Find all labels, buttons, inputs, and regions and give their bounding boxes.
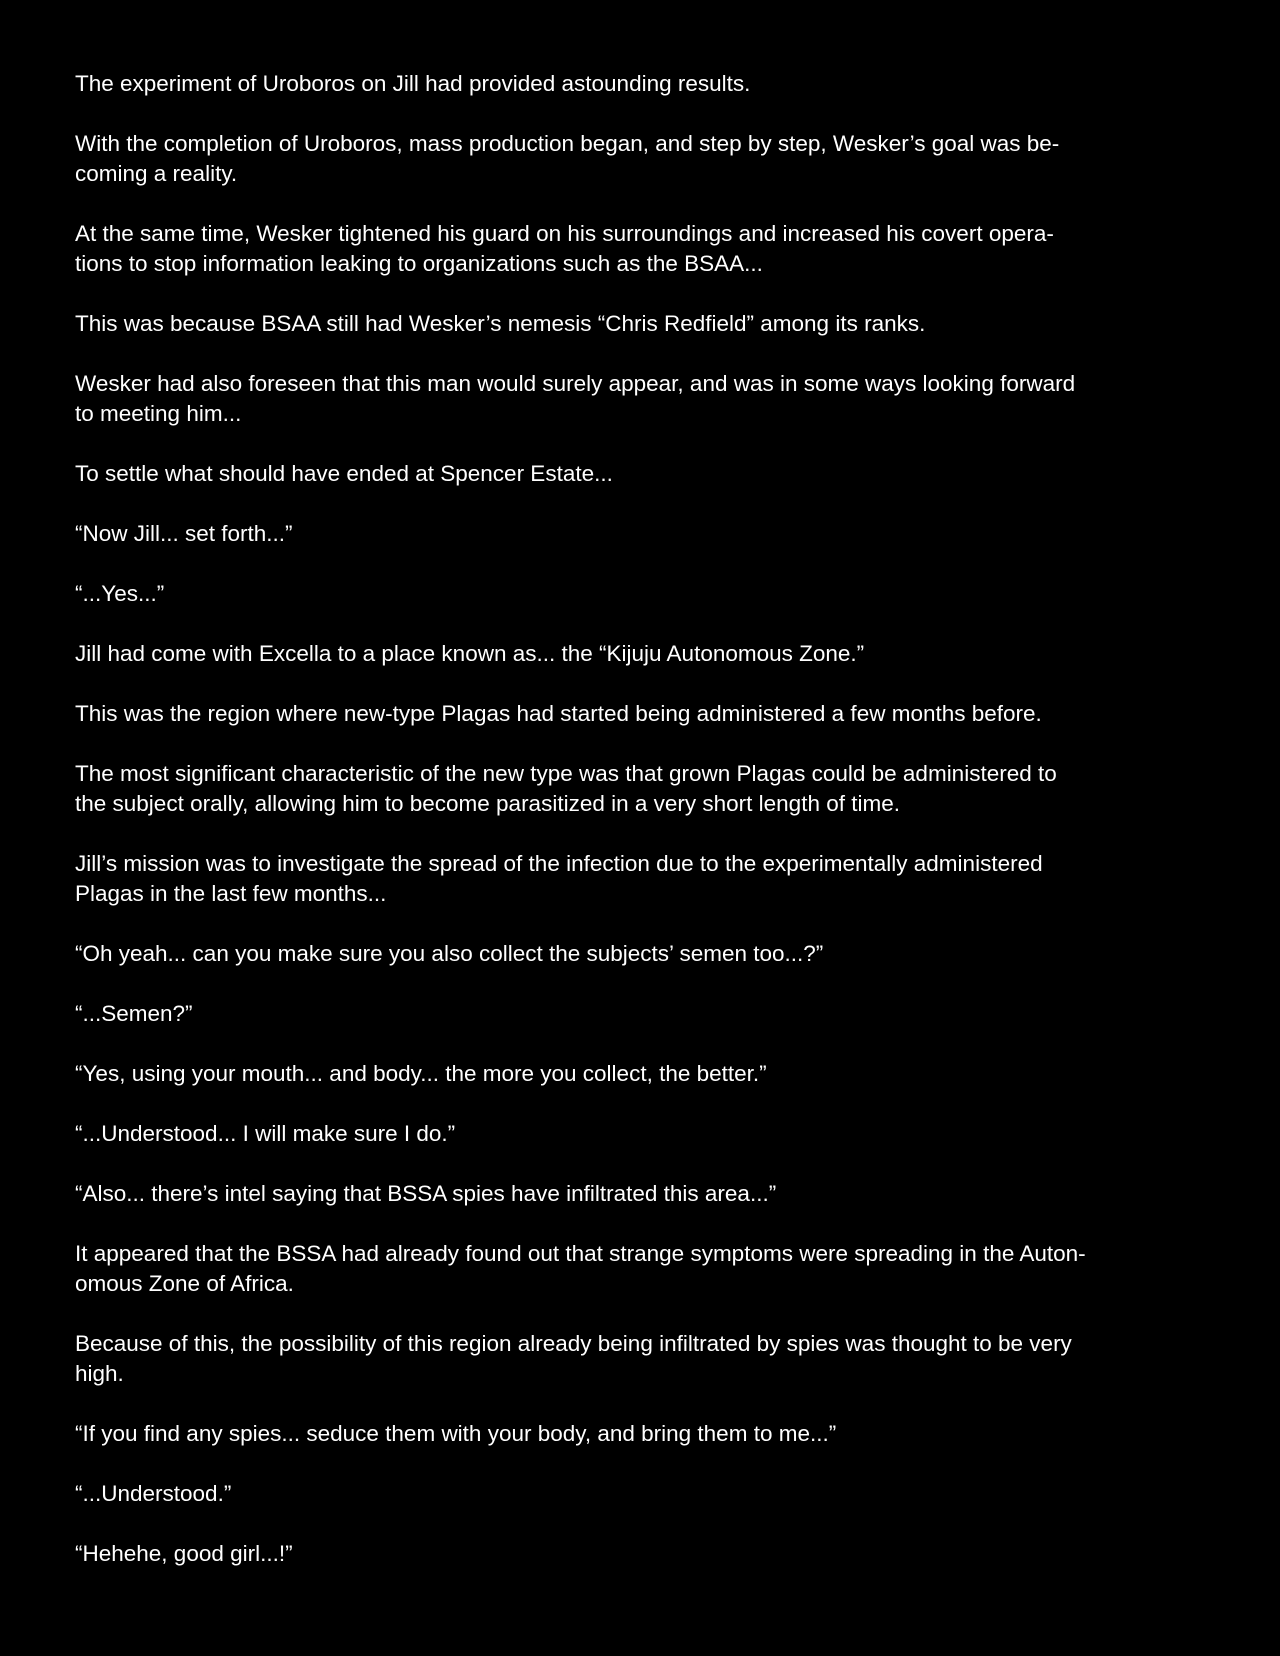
paragraph bbox=[75, 579, 1215, 609]
paragraph bbox=[75, 1419, 1215, 1449]
text-line: “Hehehe, good girl...!” bbox=[75, 1541, 293, 1566]
text-line: Wesker had also foreseen that this man would surely appear, and was in some ways looking forward bbox=[75, 371, 1076, 396]
text-line: “...Yes...” bbox=[75, 581, 165, 606]
paragraph bbox=[75, 1539, 1215, 1569]
text-line: “...Semen?” bbox=[75, 1001, 193, 1026]
text-line: This was because BSAA still had Wesker’s nemesis “Chris Redfield” among its ranks. bbox=[75, 311, 926, 336]
text-line: “Also... there’s intel saying that BSSA spies have infiltrated this area...” bbox=[75, 1181, 777, 1206]
text-line: At the same time, Wesker tightened his guard on his surroundings and increased his covert opera- bbox=[75, 221, 1054, 246]
paragraph bbox=[75, 939, 1215, 969]
text-line: This was the region where new-type Plagas had started being administered a few months before. bbox=[75, 701, 1042, 726]
paragraph bbox=[75, 219, 1215, 279]
text-line: the subject orally, allowing him to become parasitized in a very short length of time. bbox=[75, 791, 900, 816]
text-line: It appeared that the BSSA had already found out that strange symptoms were spreading in the Auton- bbox=[75, 1241, 1086, 1266]
paragraph bbox=[75, 1329, 1215, 1389]
paragraph bbox=[75, 759, 1215, 819]
paragraph bbox=[75, 519, 1215, 549]
text-line: “...Understood... I will make sure I do.” bbox=[75, 1121, 456, 1146]
text-line: The experiment of Uroboros on Jill had provided astounding results. bbox=[75, 71, 751, 96]
text-line: to meeting him... bbox=[75, 401, 242, 426]
paragraph bbox=[75, 1059, 1215, 1089]
paragraph bbox=[75, 999, 1215, 1029]
text-line: Because of this, the possibility of this region already being infiltrated by spies was thought to be very bbox=[75, 1331, 1072, 1356]
text-line: “Oh yeah... can you make sure you also collect the subjects’ semen too...?” bbox=[75, 941, 824, 966]
text-line: tions to stop information leaking to organizations such as the BSAA... bbox=[75, 251, 763, 276]
text-line: Plagas in the last few months... bbox=[75, 881, 387, 906]
text-line: high. bbox=[75, 1361, 124, 1386]
paragraph bbox=[75, 309, 1215, 339]
paragraph bbox=[75, 459, 1215, 489]
paragraph bbox=[75, 1119, 1215, 1149]
text-line: With the completion of Uroboros, mass production began, and step by step, Wesker’s goal was be- bbox=[75, 131, 1060, 156]
paragraph bbox=[75, 69, 1215, 99]
paragraph bbox=[75, 129, 1215, 189]
document-body bbox=[75, 69, 1215, 1599]
text-line: To settle what should have ended at Spencer Estate... bbox=[75, 461, 613, 486]
paragraph bbox=[75, 639, 1215, 669]
paragraph bbox=[75, 849, 1215, 909]
paragraph bbox=[75, 369, 1215, 429]
text-line: “...Understood.” bbox=[75, 1481, 232, 1506]
text-line: “Now Jill... set forth...” bbox=[75, 521, 293, 546]
text-line: “Yes, using your mouth... and body... the more you collect, the better.” bbox=[75, 1061, 767, 1086]
paragraph bbox=[75, 1479, 1215, 1509]
text-line: “If you find any spies... seduce them with your body, and bring them to me...” bbox=[75, 1421, 837, 1446]
paragraph bbox=[75, 1179, 1215, 1209]
text-line: Jill had come with Excella to a place known as... the “Kijuju Autonomous Zone.” bbox=[75, 641, 865, 666]
text-line: coming a reality. bbox=[75, 161, 238, 186]
paragraph bbox=[75, 1239, 1215, 1299]
text-line: The most significant characteristic of the new type was that grown Plagas could be administered to bbox=[75, 761, 1057, 786]
text-line: Jill’s mission was to investigate the spread of the infection due to the experimentally administered bbox=[75, 851, 1043, 876]
text-line: omous Zone of Africa. bbox=[75, 1271, 294, 1296]
paragraph bbox=[75, 699, 1215, 729]
